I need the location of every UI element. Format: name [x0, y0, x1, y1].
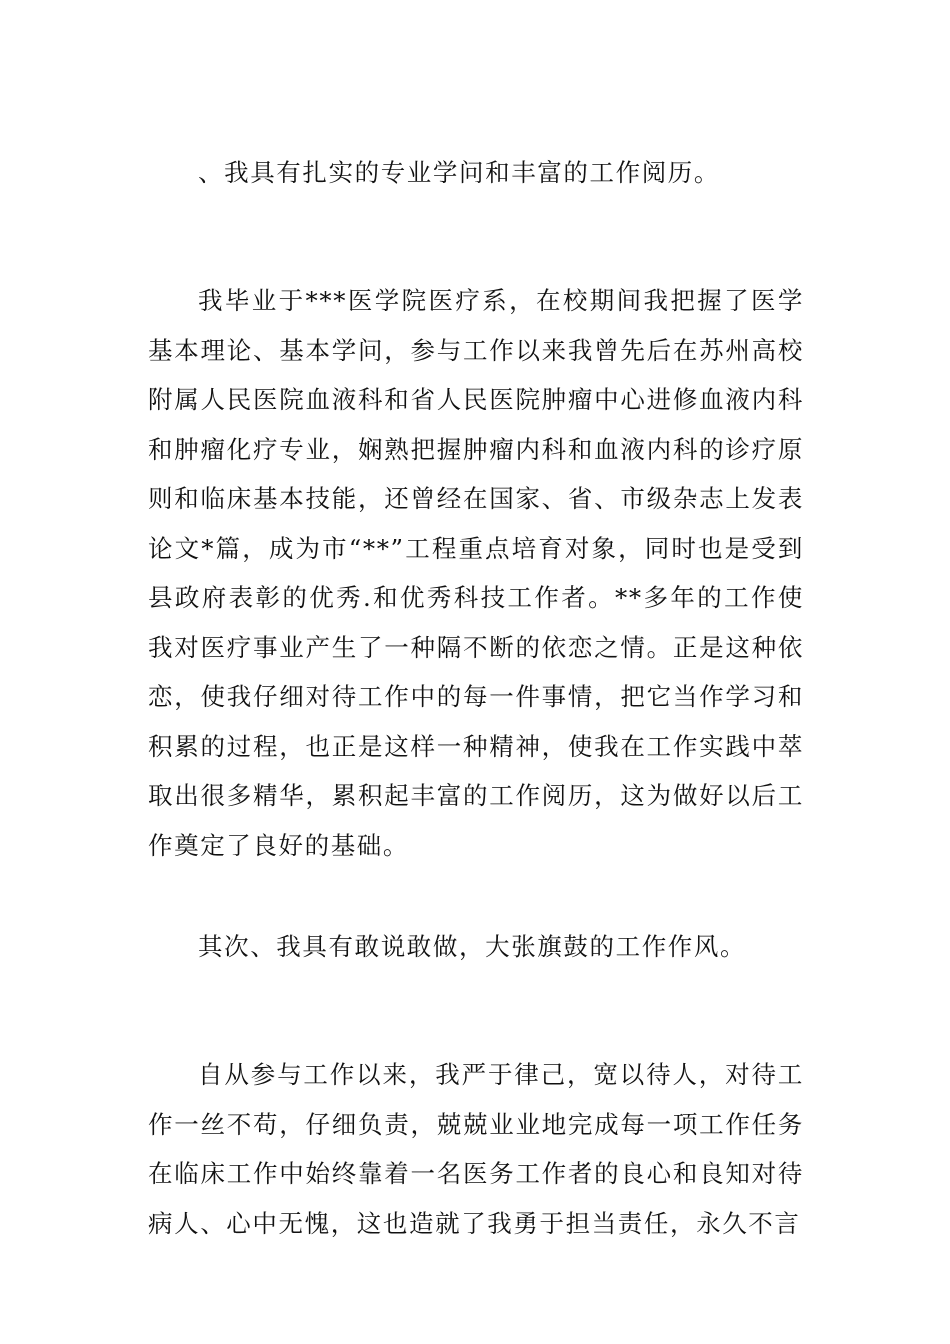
- body-paragraph-1: 我毕业于***医学院医疗系，在校期间我把握了医学基本理论、基本学问，参与工作以来我曾先后在苏州高校附属人民医院血液科和省人民医院肿瘤中心进修血液内科和肿瘤化疗专业，娴熟把握肿瘤内科和血液内科的诊疗原则和临床基本技能，还曾经在国家、省、市级杂志上发表论文*篇，成为市“**”工程重点培育对象，同时也是受到县政府表彰的优秀.和优秀科技工作者。**多年的工作使我对医疗事业产生了一种隔不断的依恋之情。正是这种依恋，使我仔细对待工作中的每一件事情，把它当作学习和积累的过程，也正是这样一种精神，使我在工作实践中萃取出很多精华，累积起丰富的工作阅历，这为做好以后工作奠定了良好的基础。: [148, 286, 804, 860]
- section-heading-1: 、我具有扎实的专业学问和丰富的工作阅历。: [198, 158, 720, 187]
- body-paragraph-2: 自从参与工作以来，我严于律己，宽以待人，对待工作一丝不苟，仔细负责，兢兢业业地完成每一项工作任务在临床工作中始终靠着一名医务工作者的良心和良知对待病人、心中无愧，这也造就了我勇于担当责任，永久不言: [148, 1060, 804, 1238]
- section-heading-2: 其次、我具有敢说敢做，大张旗鼓的工作作风。: [198, 932, 747, 961]
